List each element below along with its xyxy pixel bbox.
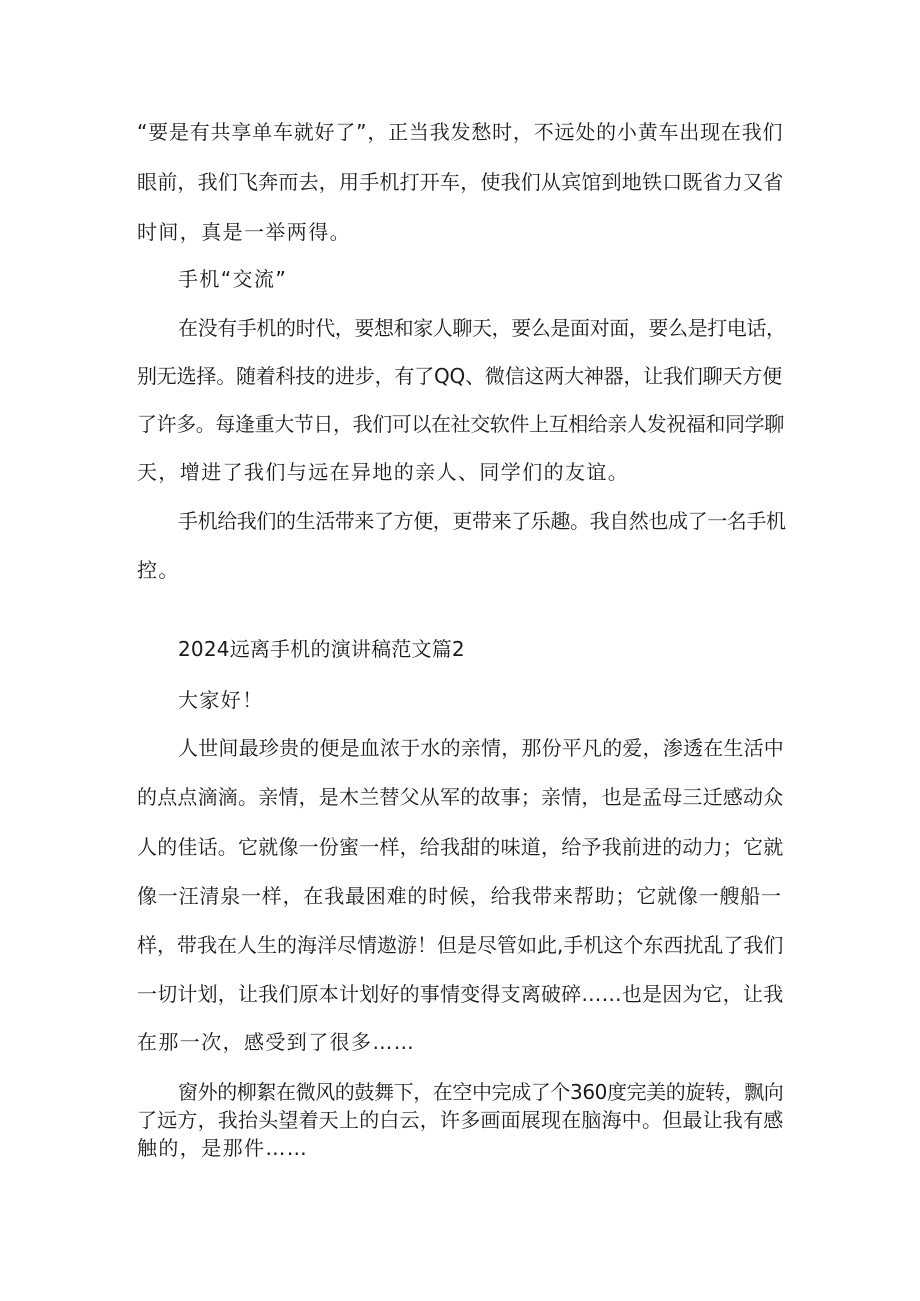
paragraph-line: 一切计划，让我们原本计划好的事情变得支离破碎……也是因为它，让我 <box>137 982 784 1006</box>
paragraph-line: 触的，是那件…… <box>137 1136 309 1160</box>
paragraph-line: 样，带我在人生的海洋尽情遨游！但是尽管如此,手机这个东西扰乱了我们 <box>137 933 784 957</box>
paragraph-line: “要是有共享单车就好了”，正当我发愁时，不远处的小黄车出现在我们 <box>137 120 784 144</box>
section-heading: 手机“交流” <box>178 267 288 291</box>
paragraph-line: 了许多。每逢重大节日，我们可以在社交软件上互相给亲人发祝福和同学聊 <box>137 412 784 436</box>
paragraph-line: 在那一次，感受到了很多…… <box>137 1030 416 1054</box>
paragraph-line: 人的佳话。它就像一份蜜一样，给我甜的味道，给予我前进的动力；它就 <box>137 835 784 859</box>
paragraph-line: 窗外的柳絮在微风的鼓舞下，在空中完成了个360度完美的旋转，飘向 <box>178 1080 784 1104</box>
paragraph-line: 手机给我们的生活带来了方便，更带来了乐趣。我自然也成了一名手机 <box>178 509 786 533</box>
paragraph-line: 时间，真是一举两得。 <box>137 220 351 244</box>
paragraph-line: 天，增进了我们与远在异地的亲人、同学们的友谊。 <box>137 460 630 484</box>
paragraph-line: 像一汪清泉一样，在我最困难的时候，给我带来帮助；它就像一艘船一 <box>137 884 782 908</box>
paragraph-line: 在没有手机的时代，要想和家人聊天，要么是面对面，要么是打电话， <box>178 316 786 340</box>
paragraph-line: 别无选择。随着科技的进步，有了QQ、微信这两大神器，让我们聊天方便 <box>137 364 782 388</box>
greeting: 大家好！ <box>178 688 264 712</box>
article-title: 2024远离手机的演讲稿范文篇2 <box>178 637 465 661</box>
paragraph-line: 眼前，我们飞奔而去，用手机打开车，使我们从宾馆到地铁口既省力又省 <box>137 170 784 194</box>
paragraph-line: 控。 <box>137 558 180 582</box>
paragraph-line: 人世间最珍贵的便是血浓于水的亲情，那份平凡的爱，渗透在生活中 <box>178 736 784 760</box>
paragraph-line: 了远方，我抬头望着天上的白云，许多画面展现在脑海中。但最让我有感 <box>137 1108 784 1132</box>
paragraph-line: 的点点滴滴。亲情，是木兰替父从军的故事；亲情，也是孟母三迁感动众 <box>137 785 784 809</box>
